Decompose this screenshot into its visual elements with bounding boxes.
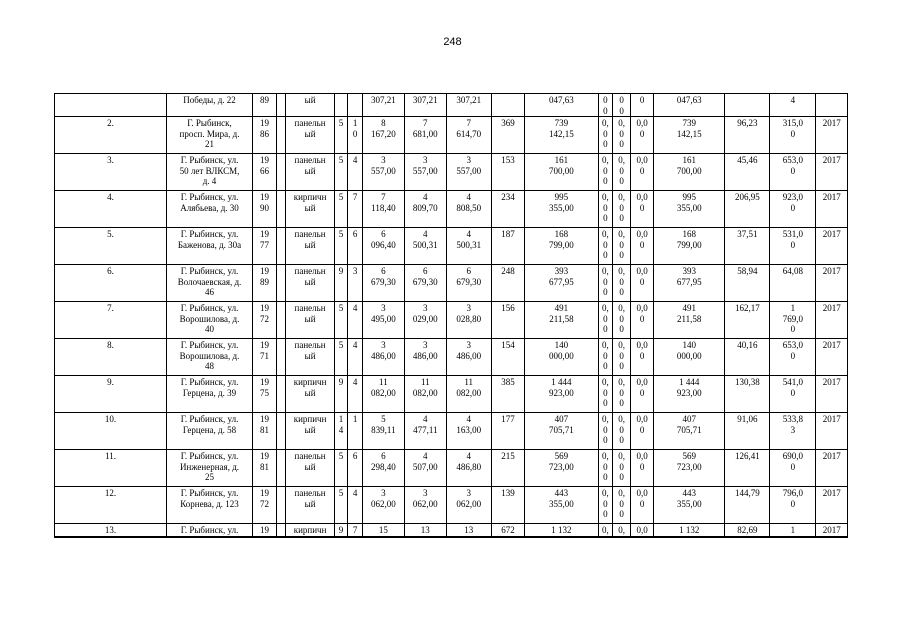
cell-year: 19 75	[252, 376, 276, 413]
cell-total-area: 3 557,00	[362, 154, 404, 191]
cell-address: Г. Рыбинск, просп. Мира, д. 21	[167, 117, 253, 154]
cell-total-area: 7 118,40	[362, 191, 404, 228]
cell-floors: 5	[334, 154, 348, 191]
cell-address: Г. Рыбинск, ул. Герцена, д. 58	[167, 413, 253, 450]
cell-residents: 248	[491, 265, 525, 302]
table-row	[55, 376, 848, 413]
cell-entrances: 4	[348, 376, 363, 413]
cell-floors	[334, 94, 348, 117]
cell-completion-year: 2017	[816, 117, 848, 154]
table-row	[55, 265, 848, 302]
cell-year: 19 66	[252, 154, 276, 191]
cell-row-number: 6.	[55, 265, 167, 302]
cell-floors: 1 4	[334, 413, 348, 450]
cell-max-cost-per-sqm: 531,0 0	[770, 228, 816, 265]
cell-entrances: 4	[348, 154, 363, 191]
cell-year: 19 89	[252, 265, 276, 302]
cell-wall-material: панельн ый	[286, 450, 334, 487]
cell-total-area: 307,21	[362, 94, 404, 117]
cell-max-cost-per-sqm: 1	[770, 524, 816, 537]
cell-wall-material: панельн ый	[286, 117, 334, 154]
cell-residents: 156	[491, 302, 525, 339]
cell-cost-share-a: 0,	[598, 524, 613, 537]
cell-total-area: 3 486,00	[362, 339, 404, 376]
cell-floors: 5	[334, 117, 348, 154]
cell-row-number: 7.	[55, 302, 167, 339]
cell-cost-share-a: 0 0	[598, 94, 613, 117]
cell-total-area: 15	[362, 524, 404, 537]
cell-residents: 153	[491, 154, 525, 191]
cell-total-cost: 569 723,00	[525, 450, 598, 487]
cell-wall-material: панельн ый	[286, 487, 334, 524]
cell-completion-year: 2017	[816, 413, 848, 450]
cell-entrances: 1 0	[348, 117, 363, 154]
cell-entrances: 4	[348, 302, 363, 339]
cell-residents: 154	[491, 339, 525, 376]
cell-completion-year: 2017	[816, 191, 848, 228]
cell-living-area: 7 681,00	[404, 117, 446, 154]
cell-address: Г. Рыбинск, ул. Герцена, д. 39	[167, 376, 253, 413]
cell-cost-share-c: 0,0 0	[631, 339, 654, 376]
cell-total-area: 5 839,11	[362, 413, 404, 450]
cell-cost-per-sqm	[725, 94, 770, 117]
cell-blank	[277, 487, 286, 524]
cell-cost-share-c: 0,0 0	[631, 265, 654, 302]
cell-entrances: 1	[348, 413, 363, 450]
cell-cost-per-sqm: 37,51	[725, 228, 770, 265]
cell-completion-year: 2017	[816, 228, 848, 265]
cell-residential-area: 7 614,70	[446, 117, 491, 154]
cell-cost-share-b: 0, 0 0	[613, 413, 631, 450]
cell-residential-area: 6 679,30	[446, 265, 491, 302]
cell-max-cost-per-sqm: 923,0 0	[770, 191, 816, 228]
cell-cost-share-c: 0,0 0	[631, 191, 654, 228]
cell-cost-share-c: 0,0	[631, 524, 654, 537]
cell-residents: 385	[491, 376, 525, 413]
cell-entrances: 4	[348, 339, 363, 376]
cell-entrances: 7	[348, 524, 363, 537]
cell-residents: 369	[491, 117, 525, 154]
cell-owner-funds: 407 705,71	[654, 413, 725, 450]
cell-entrances	[348, 94, 363, 117]
cell-wall-material: кирпичн ый	[286, 191, 334, 228]
cell-total-cost: 1 444 923,00	[525, 376, 598, 413]
cell-total-cost: 1 132	[525, 524, 598, 537]
cell-blank	[277, 413, 286, 450]
cell-max-cost-per-sqm: 541,0 0	[770, 376, 816, 413]
cell-row-number: 10.	[55, 413, 167, 450]
cell-row-number: 3.	[55, 154, 167, 191]
cell-completion-year: 2017	[816, 450, 848, 487]
cell-cost-share-c: 0,0 0	[631, 154, 654, 191]
cell-cost-share-a: 0, 0 0	[598, 413, 613, 450]
cell-living-area: 307,21	[404, 94, 446, 117]
cell-cost-share-c: 0,0 0	[631, 413, 654, 450]
cell-cost-share-b: 0, 0 0	[613, 339, 631, 376]
table-row	[55, 302, 848, 339]
cell-owner-funds: 393 677,95	[654, 265, 725, 302]
cell-wall-material: панельн ый	[286, 265, 334, 302]
cell-completion-year: 2017	[816, 376, 848, 413]
cell-blank	[277, 376, 286, 413]
cell-year: 19	[252, 524, 276, 537]
cell-cost-share-a: 0, 0 0	[598, 117, 613, 154]
cell-cost-per-sqm: 82,69	[725, 524, 770, 537]
cell-residents: 672	[491, 524, 525, 537]
cell-residential-area: 307,21	[446, 94, 491, 117]
cell-floors: 5	[334, 450, 348, 487]
cell-cost-share-c: 0,0 0	[631, 302, 654, 339]
cell-address: Г. Рыбинск, ул. Баженова, д. 30а	[167, 228, 253, 265]
cell-cost-share-b: 0, 0 0	[613, 302, 631, 339]
cell-blank	[277, 524, 286, 537]
cell-max-cost-per-sqm: 653,0 0	[770, 339, 816, 376]
cell-living-area: 3 029,00	[404, 302, 446, 339]
cell-total-cost: 443 355,00	[525, 487, 598, 524]
table-row	[55, 228, 848, 265]
cell-total-cost: 140 000,00	[525, 339, 598, 376]
table-row	[55, 339, 848, 376]
cell-row-number: 12.	[55, 487, 167, 524]
cell-max-cost-per-sqm: 4	[770, 94, 816, 117]
cell-living-area: 4 507,00	[404, 450, 446, 487]
cell-max-cost-per-sqm: 315,0 0	[770, 117, 816, 154]
table-row	[55, 94, 848, 117]
cell-blank	[277, 302, 286, 339]
cell-entrances: 4	[348, 487, 363, 524]
cell-year: 19 86	[252, 117, 276, 154]
cell-residents: 215	[491, 450, 525, 487]
cell-living-area: 3 062,00	[404, 487, 446, 524]
cell-residents: 177	[491, 413, 525, 450]
cell-residential-area: 3 028,80	[446, 302, 491, 339]
cell-cost-per-sqm: 126,41	[725, 450, 770, 487]
cell-cost-share-c: 0,0 0	[631, 487, 654, 524]
cell-completion-year: 2017	[816, 154, 848, 191]
cell-living-area: 3 486,00	[404, 339, 446, 376]
cell-total-area: 11 082,00	[362, 376, 404, 413]
cell-year: 19 72	[252, 302, 276, 339]
cell-cost-per-sqm: 162,17	[725, 302, 770, 339]
cell-year: 89	[252, 94, 276, 117]
cell-year: 19 81	[252, 413, 276, 450]
cell-entrances: 3	[348, 265, 363, 302]
cell-owner-funds: 1 132	[654, 524, 725, 537]
cell-living-area: 13	[404, 524, 446, 537]
cell-total-cost: 393 677,95	[525, 265, 598, 302]
table-row	[55, 487, 848, 524]
cell-year: 19 71	[252, 339, 276, 376]
cell-row-number: 8.	[55, 339, 167, 376]
cell-owner-funds: 140 000,00	[654, 339, 725, 376]
cell-cost-share-a: 0, 0 0	[598, 376, 613, 413]
cell-wall-material: кирпичн ый	[286, 413, 334, 450]
cell-year: 19 77	[252, 228, 276, 265]
cell-total-cost: 047,63	[525, 94, 598, 117]
cell-max-cost-per-sqm: 64,08	[770, 265, 816, 302]
cell-residential-area: 3 557,00	[446, 154, 491, 191]
cell-blank	[277, 154, 286, 191]
cell-row-number	[55, 94, 167, 117]
cell-cost-share-c: 0,0 0	[631, 228, 654, 265]
cell-total-area: 6 298,40	[362, 450, 404, 487]
cell-completion-year: 2017	[816, 265, 848, 302]
cell-cost-share-a: 0, 0 0	[598, 228, 613, 265]
cell-cost-share-b: 0, 0 0	[613, 265, 631, 302]
table-body	[55, 94, 848, 537]
cell-total-area: 6 096,40	[362, 228, 404, 265]
table-row	[55, 524, 848, 537]
cell-cost-share-b: 0, 0 0	[613, 191, 631, 228]
cell-cost-share-a: 0, 0 0	[598, 154, 613, 191]
cell-residents	[491, 94, 525, 117]
cell-residents: 139	[491, 487, 525, 524]
cell-row-number: 11.	[55, 450, 167, 487]
cell-living-area: 3 557,00	[404, 154, 446, 191]
cell-row-number: 4.	[55, 191, 167, 228]
cell-floors: 9	[334, 265, 348, 302]
cell-address: Г. Рыбинск, ул.	[167, 524, 253, 537]
cell-cost-share-a: 0, 0 0	[598, 339, 613, 376]
cell-blank	[277, 450, 286, 487]
cell-max-cost-per-sqm: 533,8 3	[770, 413, 816, 450]
cell-max-cost-per-sqm: 690,0 0	[770, 450, 816, 487]
cell-completion-year: 2017	[816, 524, 848, 537]
cell-owner-funds: 569 723,00	[654, 450, 725, 487]
cell-address: Г. Рыбинск, ул. Корнева, д. 123	[167, 487, 253, 524]
cell-wall-material: ый	[286, 94, 334, 117]
cell-owner-funds: 168 799,00	[654, 228, 725, 265]
cell-row-number: 2.	[55, 117, 167, 154]
cell-address: Г. Рыбинск, ул. Волочаевская, д. 46	[167, 265, 253, 302]
cell-living-area: 11 082,00	[404, 376, 446, 413]
cell-blank	[277, 339, 286, 376]
cell-cost-per-sqm: 45,46	[725, 154, 770, 191]
cell-cost-share-a: 0, 0 0	[598, 450, 613, 487]
cell-cost-per-sqm: 91,06	[725, 413, 770, 450]
cell-address: Г. Рыбинск, ул. 50 лет ВЛКСМ, д. 4	[167, 154, 253, 191]
cell-max-cost-per-sqm: 1 769,0 0	[770, 302, 816, 339]
cell-year: 19 90	[252, 191, 276, 228]
cell-year: 19 81	[252, 450, 276, 487]
cell-owner-funds: 491 211,58	[654, 302, 725, 339]
cell-cost-share-c: 0	[631, 94, 654, 117]
cell-floors: 5	[334, 302, 348, 339]
cell-address: Г. Рыбинск, ул. Инженерная, д. 25	[167, 450, 253, 487]
cell-floors: 5	[334, 228, 348, 265]
cell-blank	[277, 228, 286, 265]
cell-residential-area: 4 808,50	[446, 191, 491, 228]
cell-completion-year	[816, 94, 848, 117]
cell-blank	[277, 94, 286, 117]
cell-living-area: 4 477,11	[404, 413, 446, 450]
cell-cost-share-b: 0, 0 0	[613, 228, 631, 265]
cell-row-number: 5.	[55, 228, 167, 265]
cell-owner-funds: 995 355,00	[654, 191, 725, 228]
cell-total-cost: 739 142,15	[525, 117, 598, 154]
table-row	[55, 413, 848, 450]
cell-completion-year: 2017	[816, 302, 848, 339]
cell-total-cost: 491 211,58	[525, 302, 598, 339]
cell-row-number: 9.	[55, 376, 167, 413]
cell-cost-share-a: 0, 0 0	[598, 191, 613, 228]
table-row	[55, 450, 848, 487]
cell-cost-share-c: 0,0 0	[631, 450, 654, 487]
cell-max-cost-per-sqm: 653,0 0	[770, 154, 816, 191]
cell-floors: 5	[334, 339, 348, 376]
cell-cost-per-sqm: 130,38	[725, 376, 770, 413]
cell-address: Победы, д. 22	[167, 94, 253, 117]
cell-cost-share-c: 0,0 0	[631, 376, 654, 413]
cell-blank	[277, 117, 286, 154]
cell-owner-funds: 443 355,00	[654, 487, 725, 524]
cell-residents: 234	[491, 191, 525, 228]
cell-wall-material: кирпичн	[286, 524, 334, 537]
cell-cost-per-sqm: 40,16	[725, 339, 770, 376]
cell-total-area: 8 167,20	[362, 117, 404, 154]
cell-owner-funds: 739 142,15	[654, 117, 725, 154]
cell-owner-funds: 161 700,00	[654, 154, 725, 191]
cell-wall-material: панельн ый	[286, 302, 334, 339]
cell-cost-per-sqm: 96,23	[725, 117, 770, 154]
cell-cost-share-b: 0, 0 0	[613, 487, 631, 524]
cell-total-cost: 995 355,00	[525, 191, 598, 228]
cell-entrances: 6	[348, 450, 363, 487]
cell-residential-area: 4 163,00	[446, 413, 491, 450]
cell-cost-share-a: 0, 0 0	[598, 487, 613, 524]
cell-residential-area: 11 082,00	[446, 376, 491, 413]
cell-total-area: 3 495,00	[362, 302, 404, 339]
cell-year: 19 72	[252, 487, 276, 524]
cell-cost-share-a: 0, 0 0	[598, 265, 613, 302]
cell-total-cost: 161 700,00	[525, 154, 598, 191]
table-row	[55, 191, 848, 228]
cell-cost-share-b: 0,	[613, 524, 631, 537]
cell-max-cost-per-sqm: 796,0 0	[770, 487, 816, 524]
cell-wall-material: панельн ый	[286, 154, 334, 191]
table-row	[55, 154, 848, 191]
cell-entrances: 6	[348, 228, 363, 265]
cell-cost-share-c: 0,0 0	[631, 117, 654, 154]
cell-address: Г. Рыбинск, ул. Ворошилова, д. 40	[167, 302, 253, 339]
cell-cost-per-sqm: 206,95	[725, 191, 770, 228]
cell-residential-area: 3 062,00	[446, 487, 491, 524]
cell-owner-funds: 047,63	[654, 94, 725, 117]
cell-blank	[277, 265, 286, 302]
cell-cost-share-a: 0, 0 0	[598, 302, 613, 339]
cell-blank	[277, 191, 286, 228]
cell-residential-area: 13	[446, 524, 491, 537]
cell-floors: 5	[334, 487, 348, 524]
cell-cost-share-b: 0, 0 0	[613, 450, 631, 487]
cell-row-number: 13.	[55, 524, 167, 537]
cell-floors: 5	[334, 191, 348, 228]
cell-cost-per-sqm: 144,79	[725, 487, 770, 524]
cell-total-area: 6 679,30	[362, 265, 404, 302]
cell-total-area: 3 062,00	[362, 487, 404, 524]
cell-cost-share-b: 0, 0 0	[613, 376, 631, 413]
cell-wall-material: кирпичн ый	[286, 376, 334, 413]
cell-address: Г. Рыбинск, ул. Ворошилова, д. 48	[167, 339, 253, 376]
cell-cost-share-b: 0 0	[613, 94, 631, 117]
cell-residential-area: 4 486,80	[446, 450, 491, 487]
cell-floors: 9	[334, 376, 348, 413]
cell-wall-material: панельн ый	[286, 228, 334, 265]
cell-residential-area: 4 500,31	[446, 228, 491, 265]
table-row	[55, 117, 848, 154]
cell-wall-material: панельн ый	[286, 339, 334, 376]
cell-owner-funds: 1 444 923,00	[654, 376, 725, 413]
housing-register-table	[54, 93, 848, 538]
cell-entrances: 7	[348, 191, 363, 228]
cell-living-area: 6 679,30	[404, 265, 446, 302]
cell-completion-year: 2017	[816, 487, 848, 524]
cell-total-cost: 407 705,71	[525, 413, 598, 450]
cell-cost-share-b: 0, 0 0	[613, 154, 631, 191]
cell-floors: 9	[334, 524, 348, 537]
page-number: 248	[443, 36, 462, 48]
cell-cost-share-b: 0, 0 0	[613, 117, 631, 154]
cell-living-area: 4 500,31	[404, 228, 446, 265]
cell-address: Г. Рыбинск, ул. Алябьева, д. 30	[167, 191, 253, 228]
cell-residents: 187	[491, 228, 525, 265]
cell-living-area: 4 809,70	[404, 191, 446, 228]
cell-total-cost: 168 799,00	[525, 228, 598, 265]
cell-cost-per-sqm: 58,94	[725, 265, 770, 302]
cell-residential-area: 3 486,00	[446, 339, 491, 376]
cell-completion-year: 2017	[816, 339, 848, 376]
